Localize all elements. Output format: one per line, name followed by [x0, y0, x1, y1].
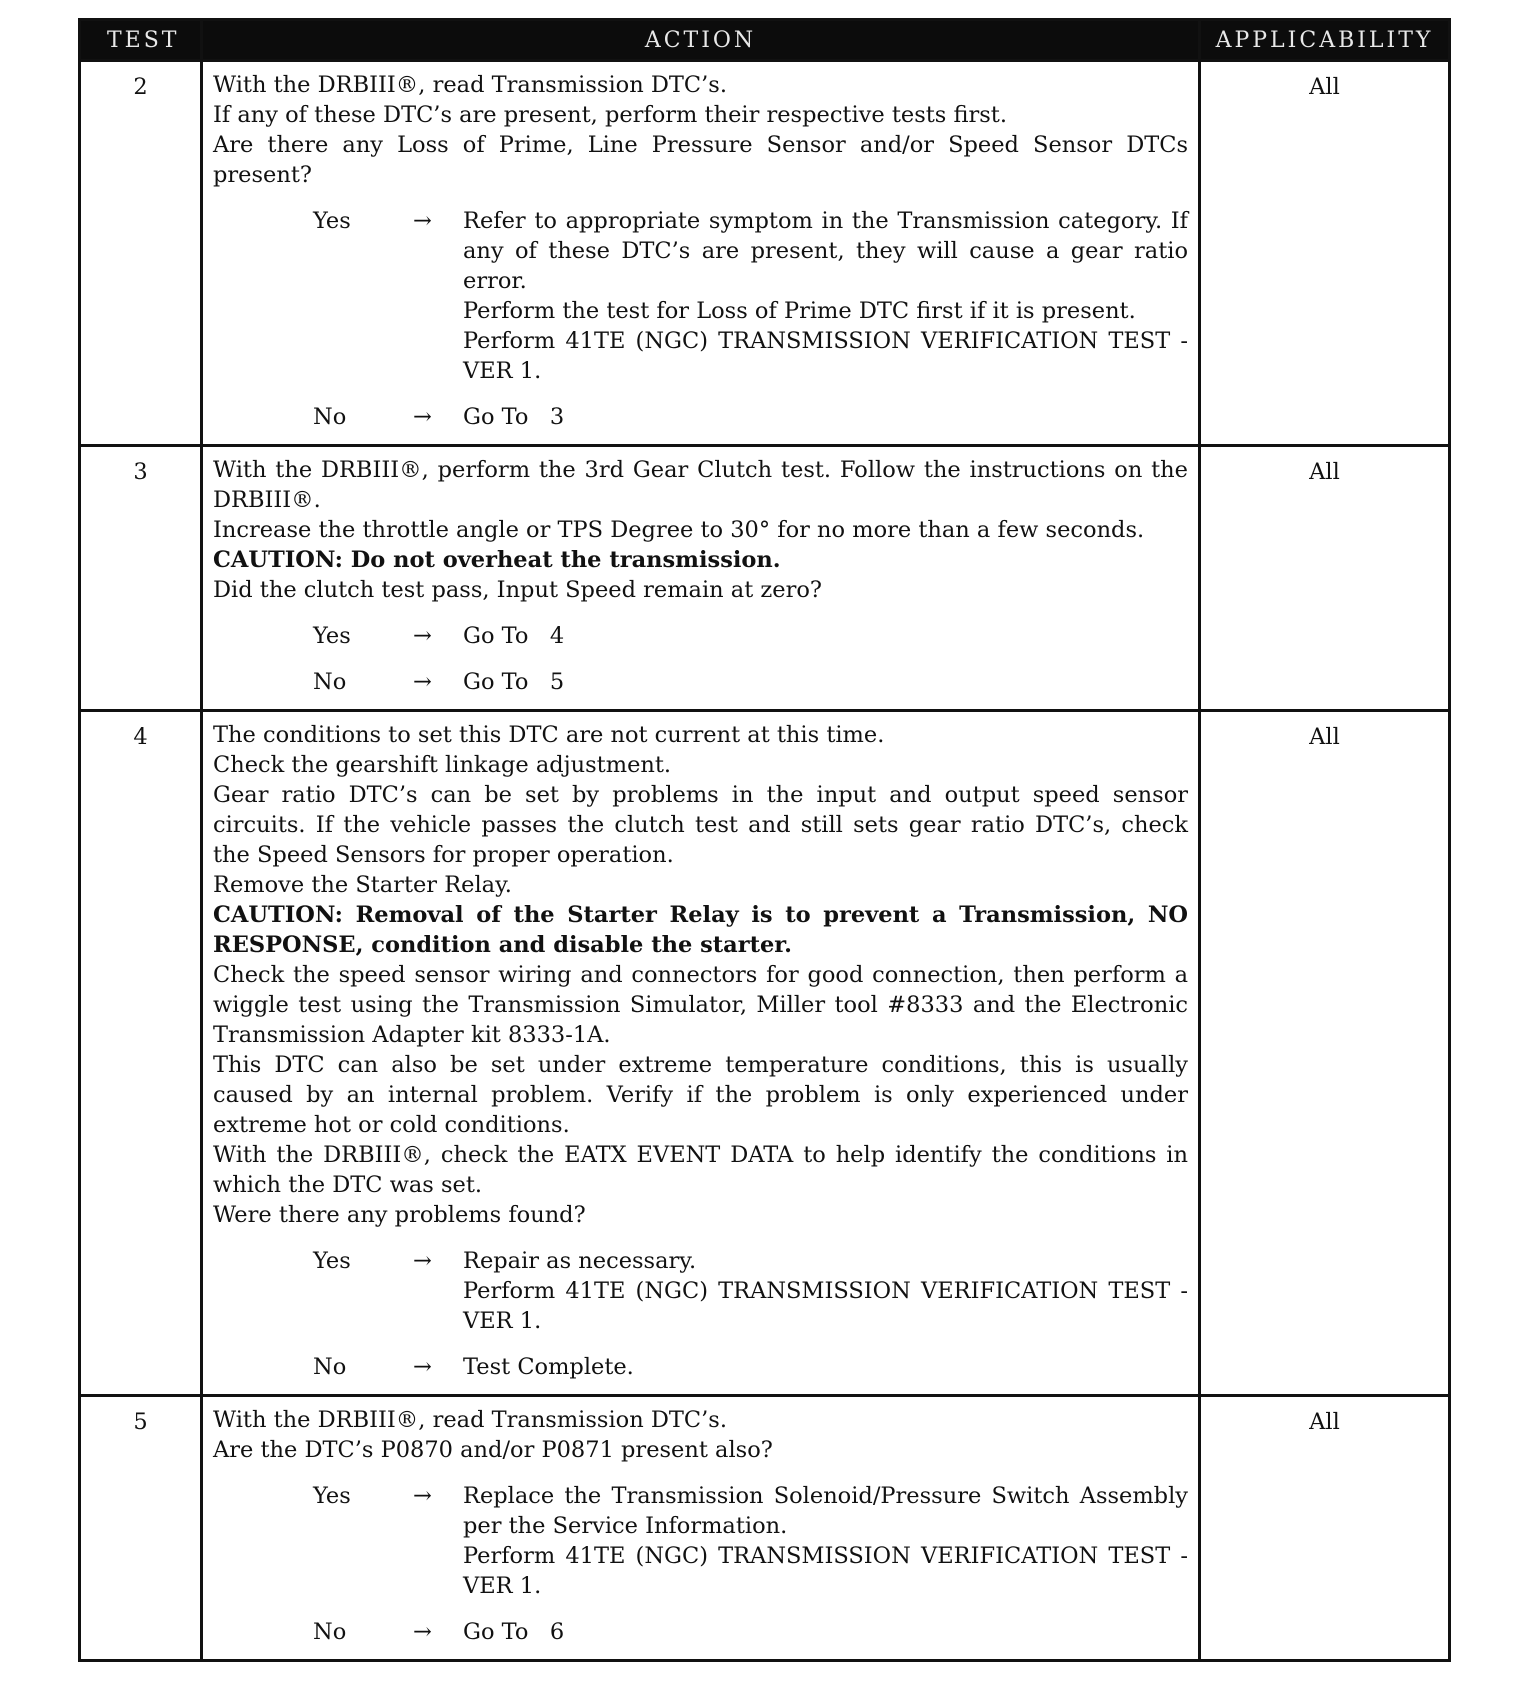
table-header — [80, 20, 1450, 61]
action-cell — [202, 61, 1200, 446]
branch-result-line: Go To 5 — [463, 669, 565, 695]
branch-result — [463, 1352, 1188, 1382]
branch-result-line: Perform the test for Loss of Prime DTC first if it is present. — [463, 298, 1136, 324]
action-line: With the DRBIII®, perform the 3rd Gear Clutch test. Follow the instructions on the DRBIII®. — [213, 457, 1188, 513]
branch-answer: No — [313, 1619, 347, 1645]
branch-result-line: Refer to appropriate symptom in the Transmission category. If any of these DTC’s are present, they will cause a gear ratio error. — [463, 208, 1196, 294]
branch-answer: No — [313, 404, 347, 430]
branch-answer: Yes — [313, 1248, 351, 1274]
branch-result-line: Test Complete. — [463, 1354, 634, 1380]
table-row — [80, 61, 1450, 446]
action-line: Were there any problems found? — [213, 1202, 586, 1228]
branch-result-line: Perform 41TE (NGC) TRANSMISSION VERIFICATION TEST - VER 1. — [463, 328, 1196, 384]
caution-text: CAUTION: Do not overheat the transmission. — [213, 547, 781, 573]
diagnostic-page — [78, 18, 1448, 1662]
table-row — [80, 711, 1450, 1396]
branch-yes — [213, 1246, 1196, 1336]
action-line: With the DRBIII®, read Transmission DTC’s. — [213, 1407, 727, 1433]
arrow-right-icon: → — [413, 669, 432, 695]
branch-result — [463, 402, 1188, 432]
applicability-cell: All — [1200, 446, 1450, 711]
header-test: TEST — [80, 20, 202, 61]
branch-result — [463, 1617, 1188, 1647]
branch-no — [213, 667, 1188, 697]
action-cell — [202, 1396, 1200, 1661]
action-line: Gear ratio DTC’s can be set by problems in the input and output speed sensor circuits. If the vehicle passes the clutch test and still sets gear ratio DTC’s, check the Speed Sensors for proper operation. — [213, 782, 1188, 868]
action-cell — [202, 711, 1200, 1396]
branch-no — [213, 1352, 1188, 1382]
branch-yes — [213, 1481, 1196, 1601]
branch-no — [213, 402, 1188, 432]
header-applicability: APPLICABILITY — [1200, 20, 1450, 61]
test-number: 2 — [80, 61, 202, 446]
diagnostic-table — [78, 18, 1451, 1662]
branch-result — [463, 667, 1188, 697]
branch-result-line: Perform 41TE (NGC) TRANSMISSION VERIFICATION TEST - VER 1. — [463, 1278, 1196, 1334]
applicability-cell: All — [1200, 61, 1450, 446]
branch-result-line: Go To 3 — [463, 404, 565, 430]
action-line: Check the gearshift linkage adjustment. — [213, 752, 672, 778]
branch-answer: Yes — [313, 623, 351, 649]
action-line: If any of these DTC’s are present, perform their respective tests first. — [213, 102, 1007, 128]
action-line: Remove the Starter Relay. — [213, 872, 512, 898]
branch-result — [463, 621, 1188, 651]
action-line: Check the speed sensor wiring and connectors for good connection, then perform a wiggle test using the Transmission Simulator, Miller tool #8333 and the Electronic Transmission Adapter kit 8333-1A. — [213, 962, 1188, 1048]
action-line: Increase the throttle angle or TPS Degree to 30° for no more than a few seconds. — [213, 517, 1145, 543]
table-body — [80, 61, 1450, 1661]
action-line: Did the clutch test pass, Input Speed remain at zero? — [213, 577, 822, 603]
test-number: 3 — [80, 446, 202, 711]
branch-result — [463, 1481, 1196, 1601]
arrow-right-icon: → — [413, 404, 432, 430]
branch-result — [463, 1246, 1196, 1336]
branch-answer: No — [313, 669, 347, 695]
branch-result-line: Perform 41TE (NGC) TRANSMISSION VERIFICATION TEST - VER 1. — [463, 1543, 1196, 1599]
caution-text: CAUTION: Removal of the Starter Relay is to prevent a Transmission, NO RESPONSE, condition and disable the starter. — [213, 902, 1188, 958]
action-line: This DTC can also be set under extreme temperature conditions, this is usually caused by an internal problem. Verify if the problem is only experienced under extreme hot or cold conditions. — [213, 1052, 1188, 1138]
branch-result-line: Repair as necessary. — [463, 1248, 697, 1274]
branch-answer: No — [313, 1354, 347, 1380]
action-cell — [202, 446, 1200, 711]
table-row — [80, 446, 1450, 711]
branch-result-line: Replace the Transmission Solenoid/Pressure Switch Assembly per the Service Information. — [463, 1483, 1196, 1539]
action-line: The conditions to set this DTC are not current at this time. — [213, 722, 885, 748]
arrow-right-icon: → — [413, 208, 432, 234]
branch-result — [463, 206, 1196, 386]
action-line: Are there any Loss of Prime, Line Pressure Sensor and/or Speed Sensor DTCs present? — [213, 132, 1188, 188]
arrow-right-icon: → — [413, 623, 432, 649]
action-line: With the DRBIII®, read Transmission DTC’s. — [213, 72, 727, 98]
branch-result-line: Go To 6 — [463, 1619, 565, 1645]
test-number: 4 — [80, 711, 202, 1396]
arrow-right-icon: → — [413, 1619, 432, 1645]
branch-answer: Yes — [313, 1483, 351, 1509]
branch-yes — [213, 621, 1188, 651]
action-line: Are the DTC’s P0870 and/or P0871 present also? — [213, 1437, 773, 1463]
arrow-right-icon: → — [413, 1354, 432, 1380]
applicability-cell: All — [1200, 1396, 1450, 1661]
branch-result-line: Go To 4 — [463, 623, 565, 649]
test-number: 5 — [80, 1396, 202, 1661]
branch-no — [213, 1617, 1188, 1647]
branch-answer: Yes — [313, 208, 351, 234]
applicability-cell: All — [1200, 711, 1450, 1396]
header-action: ACTION — [202, 20, 1200, 61]
table-row — [80, 1396, 1450, 1661]
arrow-right-icon: → — [413, 1483, 432, 1509]
branch-yes — [213, 206, 1196, 386]
arrow-right-icon: → — [413, 1248, 432, 1274]
action-line: With the DRBIII®, check the EATX EVENT DATA to help identify the conditions in which the DTC was set. — [213, 1142, 1188, 1198]
